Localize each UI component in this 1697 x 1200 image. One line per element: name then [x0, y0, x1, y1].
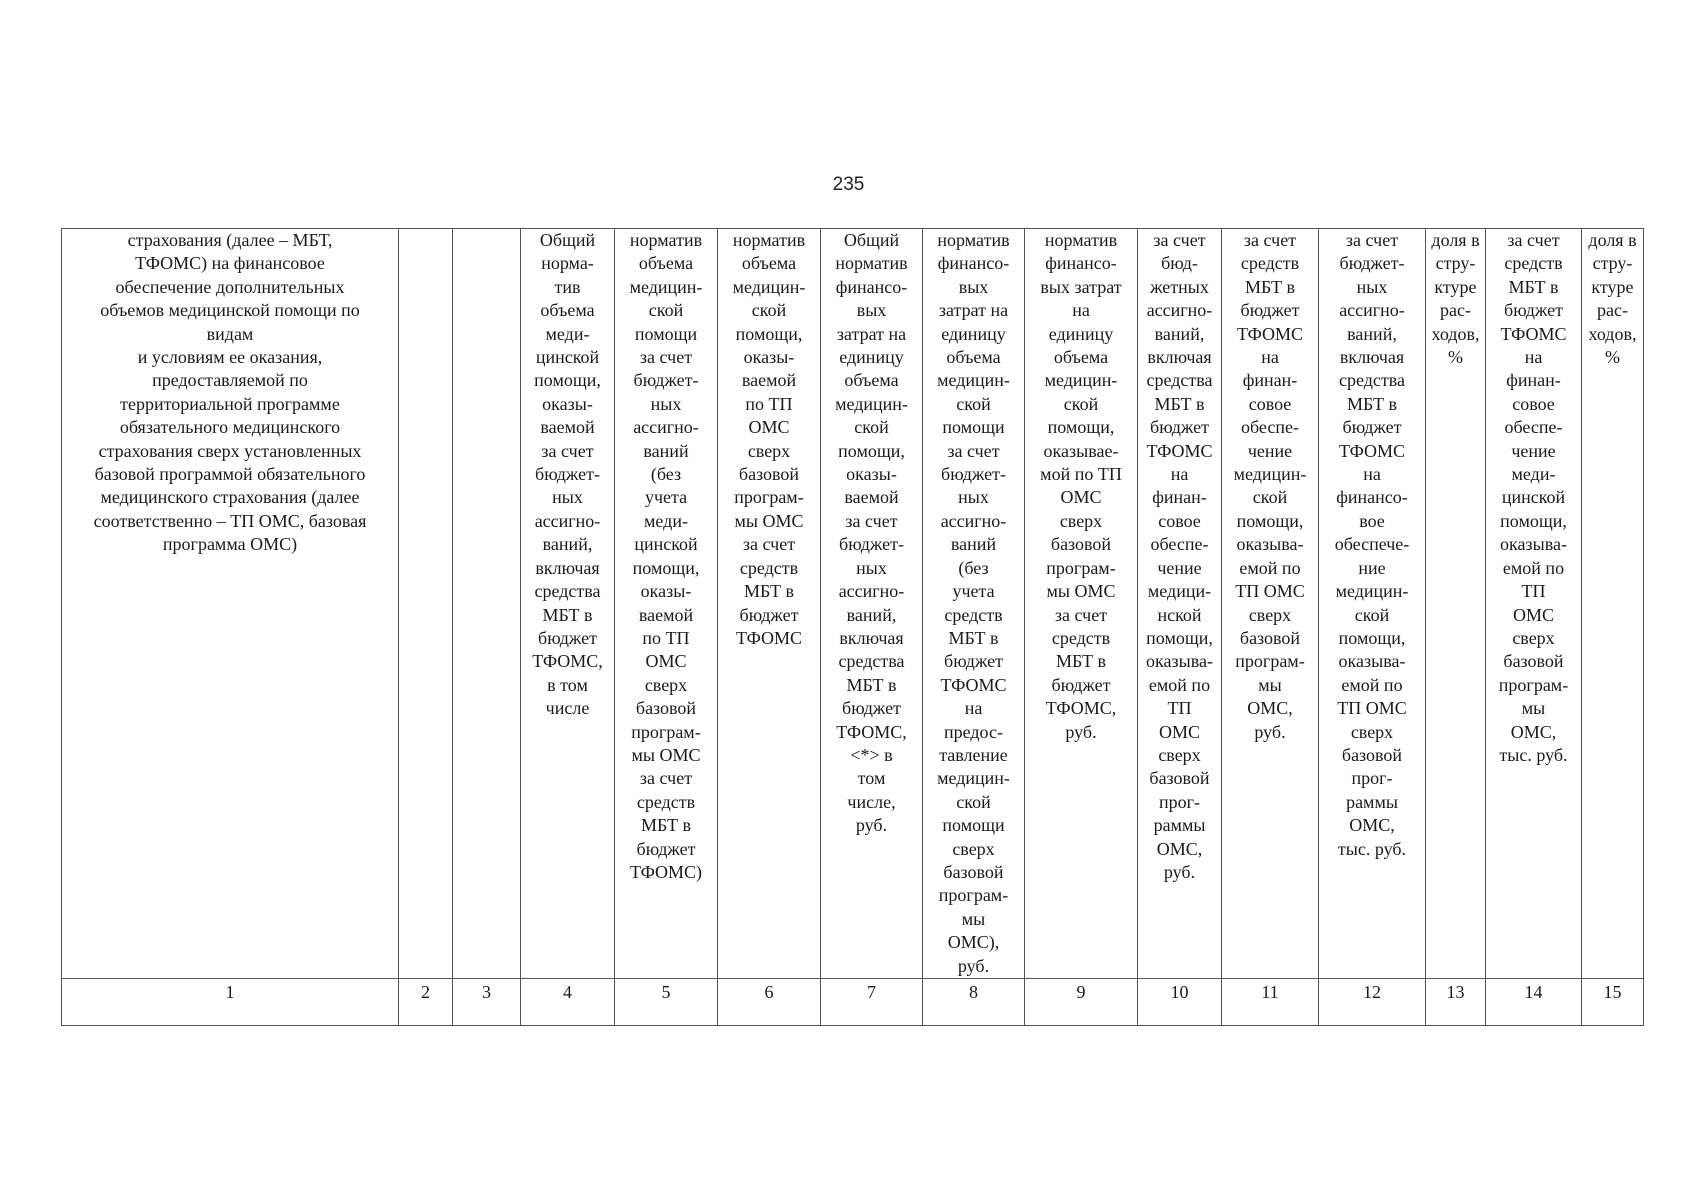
column-number-cell: 2	[399, 979, 453, 1026]
header-cell-2	[399, 229, 453, 979]
column-number-cell: 12	[1319, 979, 1426, 1026]
column-number-cell: 11	[1222, 979, 1319, 1026]
column-number-cell: 8	[923, 979, 1025, 1026]
table-header-row	[62, 229, 1644, 979]
header-cell-15: доля в стру- ктуре рас- ходов, %	[1582, 229, 1644, 979]
column-number-cell: 14	[1486, 979, 1582, 1026]
header-cell-6: норматив объема медицин- ской помощи, оказы- ваемой по ТП ОМС сверх базовой програм- мы ОМС за счет средств МБТ в бюджет ТФОМС	[718, 229, 821, 979]
header-cell-10: за счет бюд- жетных ассигно- ваний, включая средства МБТ в бюджет ТФОМС на финан- совое обеспе- чение медици- нской помощи, оказыва- емой по ТП ОМС сверх базовой прог- раммы ОМС, руб.	[1138, 229, 1222, 979]
column-number-cell: 7	[821, 979, 923, 1026]
header-cell-8: норматив финансо- вых затрат на единицу объема медицин- ской помощи за счет бюджет- ных ассигно- ваний (без учета средств МБТ в бюджет ТФОМС на предос- тавление медицин- ской помощи сверх базовой програм- мы ОМС), руб.	[923, 229, 1025, 979]
header-cell-9: норматив финансо- вых затрат на единицу объема медицин- ской помощи, оказывае- мой по ТП ОМС сверх базовой програм- мы ОМС за счет средств МБТ в бюджет ТФОМС, руб.	[1025, 229, 1138, 979]
header-cell-11: за счет средств МБТ в бюджет ТФОМС на финан- совое обеспе- чение медицин- ской помощи, оказыва- емой по ТП ОМС сверх базовой програм- мы ОМС, руб.	[1222, 229, 1319, 979]
page-number: 235	[832, 174, 865, 195]
column-number-cell: 1	[62, 979, 399, 1026]
column-number-cell: 10	[1138, 979, 1222, 1026]
column-number-cell: 4	[521, 979, 615, 1026]
column-number-row	[62, 979, 1644, 1026]
data-table	[61, 228, 1644, 1026]
header-cell-3	[453, 229, 521, 979]
column-number-cell: 13	[1426, 979, 1486, 1026]
column-number-cell: 15	[1582, 979, 1644, 1026]
header-cell-12: за счет бюджет- ных ассигно- ваний, включая средства МБТ в бюджет ТФОМС на финансо- вое обеспече- ние медицин- ской помощи, оказыва- емой по ТП ОМС сверх базовой прог- раммы ОМС, тыс. руб.	[1319, 229, 1426, 979]
column-number-cell: 5	[615, 979, 718, 1026]
header-cell-4: Общий норма- тив объема меди- цинской помощи, оказы- ваемой за счет бюджет- ных ассигно- ваний, включая средства МБТ в бюджет ТФОМС, в том числе	[521, 229, 615, 979]
header-cell-5: норматив объема медицин- ской помощи за счет бюджет- ных ассигно- ваний (без учета меди- цинской помощи, оказы- ваемой по ТП ОМС сверх базовой програм- мы ОМС за счет средств МБТ в бюджет ТФОМС)	[615, 229, 718, 979]
header-cell-7: Общий норматив финансо- вых затрат на единицу объема медицин- ской помощи, оказы- ваемой за счет бюджет- ных ассигно- ваний, включая средства МБТ в бюджет ТФОМС, <*> в том числе, руб.	[821, 229, 923, 979]
column-number-cell: 6	[718, 979, 821, 1026]
header-cell-13: доля в стру- ктуре рас- ходов, %	[1426, 229, 1486, 979]
header-cell-1: страхования (далее – МБТ, ТФОМС) на финансовое обеспечение дополнительных объемов медицинской помощи по видам и условиям ее оказания, предоставляемой по территориальной программе обязательного медицинского страхования сверх установленных базовой программой обязательного медицинского страхования (далее соответственно – ТП ОМС, базовая программа ОМС)	[62, 229, 399, 979]
header-cell-14: за счет средств МБТ в бюджет ТФОМС на финан- совое обеспе- чение меди- цинской помощи, оказыва- емой по ТП ОМС сверх базовой програм- мы ОМС, тыс. руб.	[1486, 229, 1582, 979]
column-number-cell: 3	[453, 979, 521, 1026]
column-number-cell: 9	[1025, 979, 1138, 1026]
